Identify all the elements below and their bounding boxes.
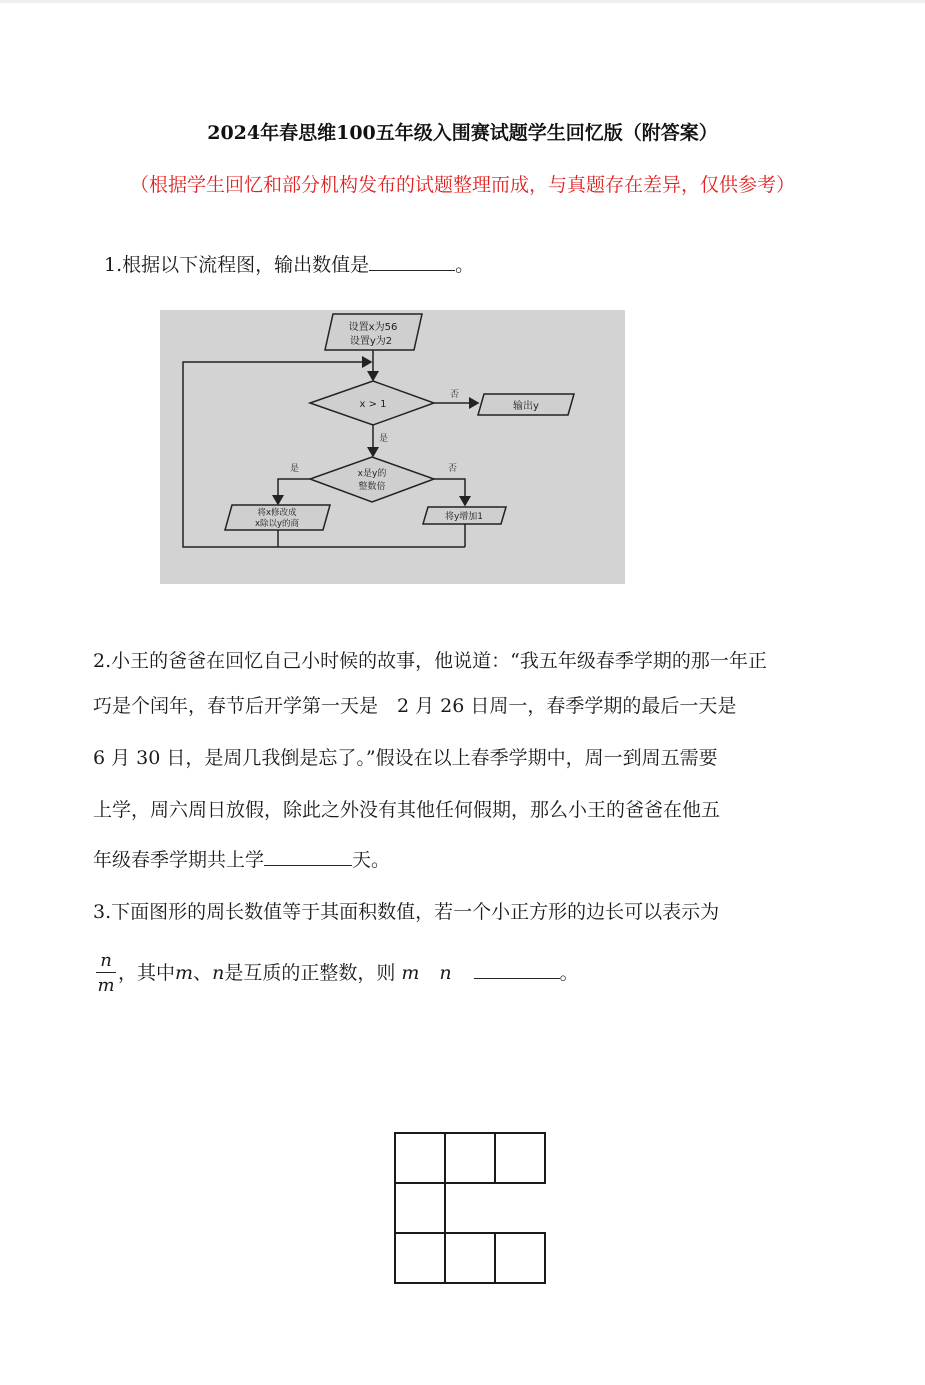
question-1-end: 。 (455, 254, 475, 276)
question-1-text: 1.根据以下流程图，输出数值是 (104, 254, 370, 276)
top-rule (0, 0, 925, 3)
question-3-text-c: 是互质的正整数，则 (224, 962, 396, 984)
fraction-numerator: n (100, 950, 112, 971)
flow-label-no-1: 否 (450, 390, 460, 400)
grid-square (495, 1233, 545, 1283)
question-3-end: 。 (559, 962, 579, 984)
question-3-line-2 (118, 958, 579, 985)
flowchart (160, 310, 625, 584)
question-2-name: 小王的爸爸 (111, 650, 207, 672)
disclaimer-note: （根据学生回忆和部分机构发布的试题整理而成，与真题存在差异，仅供参考） (129, 174, 795, 196)
question-2-text-5b: 天。 (352, 849, 391, 871)
fraction-n-over-m (96, 950, 116, 996)
question-2-line-5 (93, 845, 390, 872)
flowchart-photo (160, 310, 625, 584)
grid-square (395, 1183, 445, 1233)
page-title: 2024年春思维100五年级入围赛试题学生回忆版（附答案） (207, 122, 718, 144)
var-n-2: n (439, 962, 452, 984)
flow-arrow (278, 479, 310, 504)
question-3-text-a: ，其中 (118, 962, 176, 984)
flow-label-no-2: 否 (448, 464, 458, 474)
grid-square (445, 1133, 495, 1183)
flow-right-box-text: 将y增加1 (444, 512, 484, 522)
flow-output-text: 输出y (513, 401, 539, 412)
fraction-denominator: m (97, 975, 115, 996)
question-2-text-1: 在回忆自己小时候的故事，他说道：“我五年级春季学期的那一年正 (206, 650, 767, 672)
fraction-bar (96, 972, 116, 973)
flow-left-box-line2: x除以y的商 (254, 519, 300, 529)
question-3-text-b: 、 (193, 962, 213, 984)
flow-left-box-line1: 将x修改成 (257, 508, 297, 518)
grid-square (445, 1233, 495, 1283)
grid-square (495, 1133, 545, 1183)
flow-label-yes-2: 是 (290, 464, 300, 474)
question-2-line-2: 巧是个闰年，春节后开学第一天是 2 月 26 日周一，春季学期的最后一天是 (93, 695, 737, 717)
flow-condition-1-text: x > 1 (359, 399, 387, 410)
var-m: m (175, 962, 194, 984)
flow-condition-2-line2: 整数倍 (358, 482, 386, 492)
flow-start-line2: 设置y为2 (349, 336, 393, 347)
flow-condition-2-line1: x是y的 (357, 469, 387, 479)
flow-arrow (434, 479, 465, 505)
question-2-line-1 (93, 646, 767, 673)
flow-start-line1: 设置x为56 (348, 322, 398, 333)
var-m-2: m (401, 962, 420, 984)
grid-square (395, 1133, 445, 1183)
var-n: n (212, 962, 225, 984)
square-grid (394, 1132, 550, 1288)
grid-square (395, 1233, 445, 1283)
question-2-text-5a: 年级春季学期共上学 (93, 849, 265, 871)
question-2-line-3: 6 月 30 日，是周几我倒是忘了。”假设在以上春季学期中，周一到周五需要 (93, 747, 718, 769)
square-grid-figure (394, 1132, 550, 1292)
flow-condition-2 (310, 457, 434, 502)
question-3-line-1: 3.下面图形的周长数值等于其面积数值，若一个小正方形的边长可以表示为 (93, 901, 720, 923)
flow-label-yes-1: 是 (379, 434, 389, 444)
question-2-prefix: 2. (93, 650, 112, 672)
question-2-line-4: 上学，周六周日放假，除此之外没有其他任何假期，那么小王的爸爸在他五 (93, 799, 721, 821)
question-1 (104, 250, 474, 277)
answer-blank-2 (264, 846, 352, 866)
answer-blank-1 (369, 251, 455, 271)
answer-blank-3 (474, 959, 560, 979)
